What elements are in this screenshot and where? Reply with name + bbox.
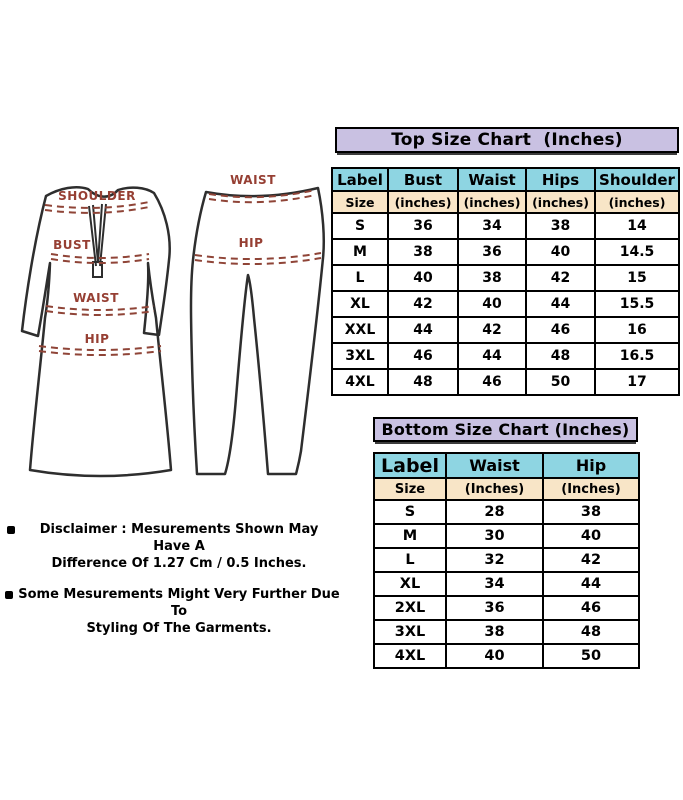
measurement-cell: 40 xyxy=(458,291,526,317)
measurement-cell: 34 xyxy=(446,572,543,596)
size-row-M xyxy=(332,239,679,265)
top-size-chart-table xyxy=(331,167,680,396)
size-row-3XL xyxy=(374,620,639,644)
column-header: Bust xyxy=(388,168,458,191)
size-label-cell: 2XL xyxy=(374,596,446,620)
kurta-waist-label: WAIST xyxy=(73,291,119,305)
column-header: Hip xyxy=(543,453,639,478)
measurement-cell: 48 xyxy=(543,620,639,644)
size-label-cell: XXL xyxy=(332,317,388,343)
kurta-shoulder-label: SHOULDER xyxy=(58,189,136,203)
size-row-2XL xyxy=(374,596,639,620)
disclaimer-line-1: Disclaimer : Mesurements Shown May Have A xyxy=(39,522,319,554)
size-label-cell: L xyxy=(332,265,388,291)
measurement-cell: 17 xyxy=(595,369,679,395)
measurement-cell: 40 xyxy=(446,644,543,668)
size-label-cell: 3XL xyxy=(332,343,388,369)
size-row-S xyxy=(374,500,639,524)
size-label-cell: XL xyxy=(374,572,446,596)
measurement-cell: 48 xyxy=(388,369,458,395)
header-row xyxy=(332,168,679,191)
measurement-cell: 16 xyxy=(595,317,679,343)
size-label-cell: S xyxy=(332,213,388,239)
measurement-cell: 36 xyxy=(458,239,526,265)
measurement-cell: 16.5 xyxy=(595,343,679,369)
size-label-cell: 4XL xyxy=(374,644,446,668)
size-label-cell: XL xyxy=(332,291,388,317)
measurement-cell: 15 xyxy=(595,265,679,291)
column-subheader: (inches) xyxy=(526,191,595,213)
measurement-cell: 42 xyxy=(388,291,458,317)
column-header: Shoulder xyxy=(595,168,679,191)
size-row-4XL xyxy=(332,369,679,395)
column-header: Label xyxy=(374,453,446,478)
measurement-cell: 38 xyxy=(458,265,526,291)
measurement-cell: 46 xyxy=(458,369,526,395)
subheader-row xyxy=(374,478,639,500)
measurement-cell: 36 xyxy=(388,213,458,239)
header-row xyxy=(374,453,639,478)
leggings-outline xyxy=(191,188,324,474)
measurement-cell: 50 xyxy=(526,369,595,395)
size-row-M xyxy=(374,524,639,548)
bullet-icon xyxy=(7,526,15,534)
measurement-cell: 46 xyxy=(526,317,595,343)
size-label-cell: S xyxy=(374,500,446,524)
measurement-cell: 44 xyxy=(388,317,458,343)
measurement-cell: 40 xyxy=(543,524,639,548)
leggings-hip-label: HIP xyxy=(238,236,264,250)
disclaimer-note xyxy=(20,521,338,572)
measurement-cell: 40 xyxy=(526,239,595,265)
top-size-chart-title: Top Size Chart (Inches) xyxy=(335,127,679,153)
measurement-cell: 50 xyxy=(543,644,639,668)
measurement-cell: 40 xyxy=(388,265,458,291)
measurement-cell: 42 xyxy=(526,265,595,291)
kurta-hip-label: HIP xyxy=(84,332,110,346)
bottom-size-chart-table xyxy=(373,452,640,669)
size-row-S xyxy=(332,213,679,239)
column-header: Hips xyxy=(526,168,595,191)
measurement-cell: 48 xyxy=(526,343,595,369)
disclaimer-line-2: Difference Of 1.27 Cm / 0.5 Inches. xyxy=(51,556,307,571)
measurement-cell: 14 xyxy=(595,213,679,239)
measurement-cell: 38 xyxy=(446,620,543,644)
measurement-cell: 46 xyxy=(388,343,458,369)
measurement-cell: 36 xyxy=(446,596,543,620)
column-header: Label xyxy=(332,168,388,191)
measurement-cell: 42 xyxy=(543,548,639,572)
column-header: Waist xyxy=(458,168,526,191)
styling-note-line-1: Some Mesurements Might Very Further Due To xyxy=(18,587,340,619)
measurement-cell: 42 xyxy=(458,317,526,343)
size-label-cell: M xyxy=(332,239,388,265)
column-subheader: Size xyxy=(374,478,446,500)
measurement-cell: 30 xyxy=(446,524,543,548)
column-subheader: (inches) xyxy=(595,191,679,213)
column-subheader: (inches) xyxy=(388,191,458,213)
size-label-cell: M xyxy=(374,524,446,548)
measurement-cell: 15.5 xyxy=(595,291,679,317)
bottom-size-chart-title: Bottom Size Chart (Inches) xyxy=(373,417,638,442)
measurement-cell: 38 xyxy=(388,239,458,265)
measurement-cell: 28 xyxy=(446,500,543,524)
leggings-waist-label: WAIST xyxy=(230,173,276,187)
garment-diagram xyxy=(8,148,330,500)
column-subheader: (inches) xyxy=(458,191,526,213)
kurta-bust-label: BUST xyxy=(53,238,91,252)
column-subheader: (Inches) xyxy=(543,478,639,500)
size-row-XL xyxy=(374,572,639,596)
size-row-3XL xyxy=(332,343,679,369)
measurement-cell: 44 xyxy=(543,572,639,596)
measurement-cell: 44 xyxy=(526,291,595,317)
styling-note xyxy=(16,586,342,637)
size-row-XL xyxy=(332,291,679,317)
measurement-cell: 34 xyxy=(458,213,526,239)
measurement-cell: 32 xyxy=(446,548,543,572)
size-row-L xyxy=(374,548,639,572)
size-label-cell: 4XL xyxy=(332,369,388,395)
size-row-4XL xyxy=(374,644,639,668)
styling-note-line-2: Styling Of The Garments. xyxy=(86,621,272,636)
size-label-cell: 3XL xyxy=(374,620,446,644)
bullet-icon xyxy=(5,591,13,599)
measurement-cell: 44 xyxy=(458,343,526,369)
size-row-XXL xyxy=(332,317,679,343)
measurement-cell: 38 xyxy=(543,500,639,524)
column-header: Waist xyxy=(446,453,543,478)
column-subheader: (Inches) xyxy=(446,478,543,500)
size-label-cell: L xyxy=(374,548,446,572)
size-row-L xyxy=(332,265,679,291)
measurement-cell: 38 xyxy=(526,213,595,239)
measurement-cell: 46 xyxy=(543,596,639,620)
measurement-cell: 14.5 xyxy=(595,239,679,265)
subheader-row xyxy=(332,191,679,213)
column-subheader: Size xyxy=(332,191,388,213)
